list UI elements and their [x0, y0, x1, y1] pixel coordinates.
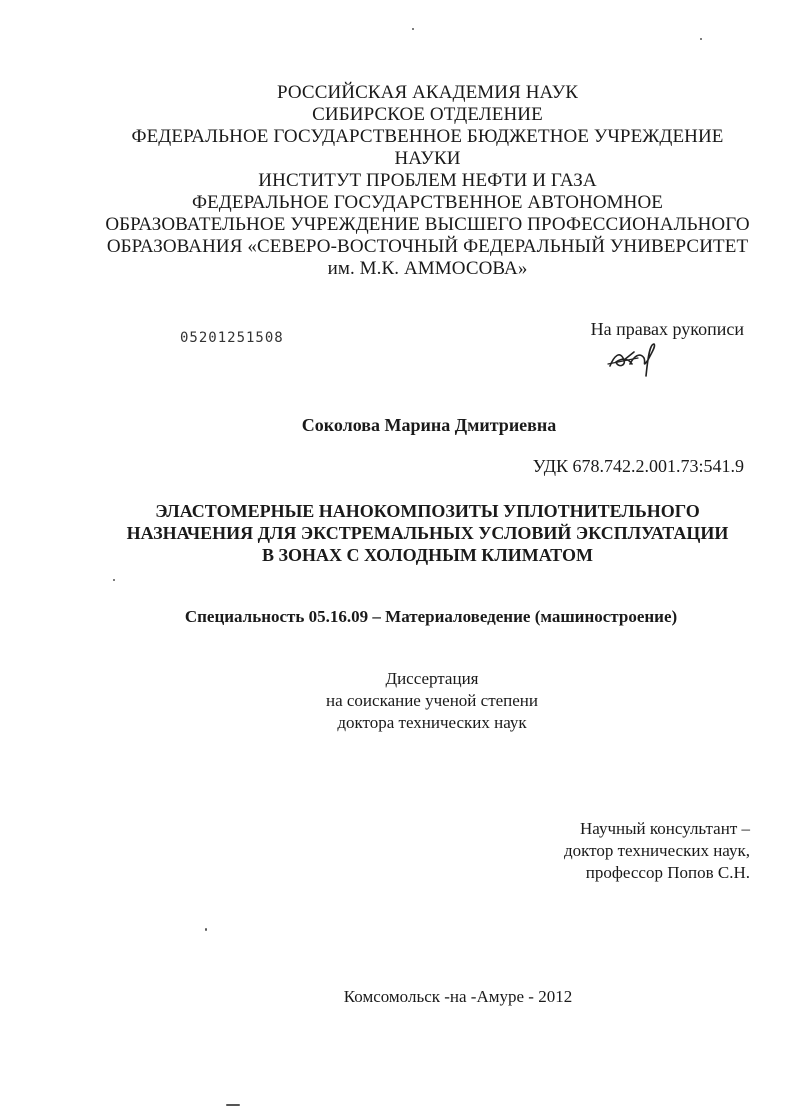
scientific-consultant [564, 818, 750, 884]
consultant-line: доктор технических наук, [563, 841, 750, 860]
degree-line: Диссертация [385, 669, 479, 688]
author-name: Соколова Марина Дмитриевна [301, 415, 557, 435]
title-line: НАЗНАЧЕНИЯ ДЛЯ ЭКСТРЕМАЛЬНЫХ УСЛОВИЙ ЭКСПЛУАТАЦИИ [126, 523, 729, 543]
scan-speck [412, 28, 414, 30]
degree-line: на соискание ученой степени [325, 691, 539, 710]
scan-speck [226, 1104, 240, 1106]
header-line: РОССИЙСКАЯ АКАДЕМИЯ НАУК [276, 82, 579, 103]
scan-speck [700, 38, 702, 40]
header-line: СИБИРСКОЕ ОТДЕЛЕНИЕ [312, 104, 543, 125]
degree-statement [280, 668, 584, 734]
udc-code: УДК 678.742.2.001.73:541.9 [532, 456, 744, 476]
handwritten-signature [604, 338, 664, 378]
place-and-year: Комсомольск -на -Амуре - 2012 [343, 987, 573, 1006]
header-line: ОБРАЗОВАТЕЛЬНОЕ УЧРЕЖДЕНИЕ ВЫСШЕГО ПРОФЕССИОНАЛЬНОГО [105, 214, 750, 235]
header-line: им. М.К. АММОСОВА» [327, 258, 528, 279]
specialty-line: Специальность 05.16.09 – Материаловедение (машиностроение) [184, 607, 678, 626]
dissertation-title [100, 500, 755, 566]
degree-line: доктора технических наук [337, 713, 527, 732]
header-line: НАУКИ [394, 148, 461, 169]
manuscript-rights-note: На правах рукописи [590, 319, 744, 339]
header-line: ОБРАЗОВАНИЯ «СЕВЕРО-ВОСТОЧНЫЙ ФЕДЕРАЛЬНЫЙ УНИВЕРСИТЕТ [106, 236, 749, 257]
scan-speck [113, 579, 115, 581]
institution-header [100, 82, 755, 280]
inventory-number: 05201251508 [180, 330, 284, 346]
title-line: ЭЛАСТОМЕРНЫЕ НАНОКОМПОЗИТЫ УПЛОТНИТЕЛЬНОГО [155, 501, 700, 521]
header-line: ФЕДЕРАЛЬНОЕ ГОСУДАРСТВЕННОЕ БЮДЖЕТНОЕ УЧРЕЖДЕНИЕ [131, 126, 724, 147]
title-line: В ЗОНАХ С ХОЛОДНЫМ КЛИМАТОМ [262, 545, 593, 565]
scan-speck [205, 928, 207, 931]
consultant-line: Научный консультант – [580, 819, 750, 838]
header-line: ФЕДЕРАЛЬНОЕ ГОСУДАРСТВЕННОЕ АВТОНОМНОЕ [191, 192, 664, 213]
header-line: ИНСТИТУТ ПРОБЛЕМ НЕФТИ И ГАЗА [258, 170, 597, 191]
consultant-line: профессор Попов С.Н. [585, 863, 750, 882]
